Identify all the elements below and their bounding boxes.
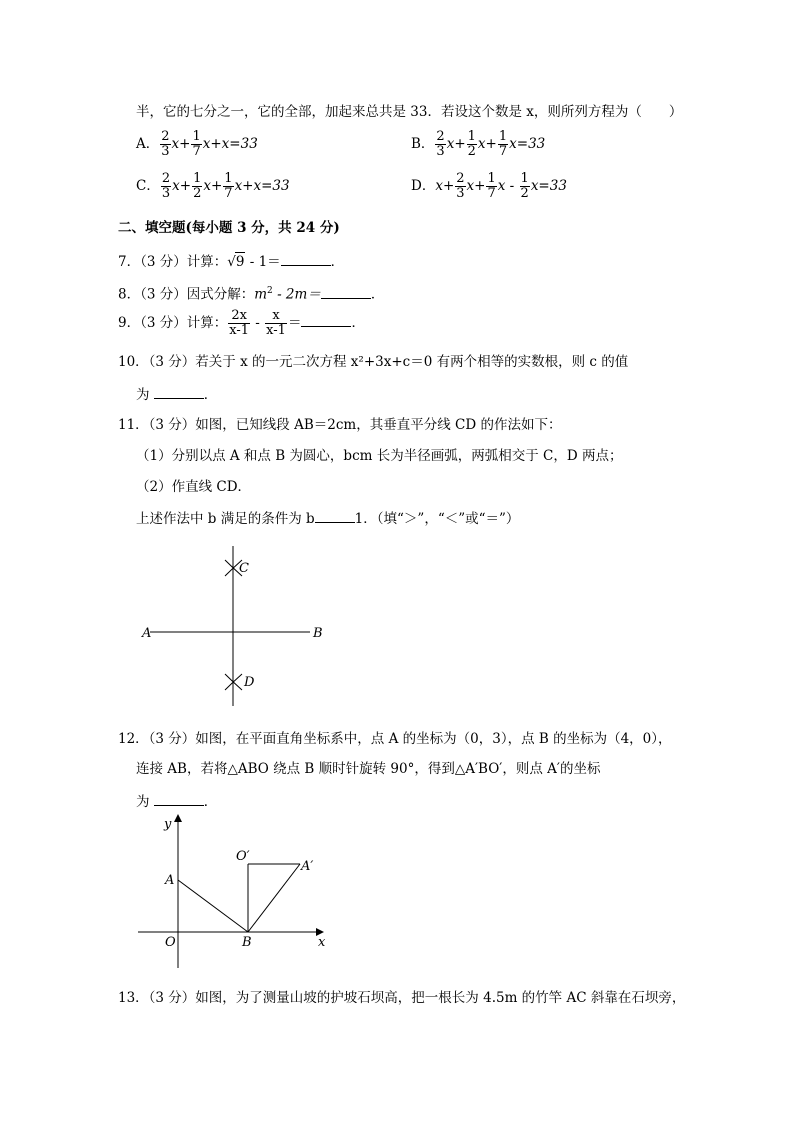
label-x: x bbox=[318, 935, 326, 950]
segment-ab bbox=[178, 880, 248, 932]
q12-answer-blank[interactable] bbox=[154, 791, 204, 806]
section-heading: 二、填空题(每小题 3 分，共 24 分) bbox=[118, 220, 340, 236]
question-7: 7．（3 分）计算：√9 - 1＝ ． bbox=[118, 251, 344, 271]
q6-option-b: B． $\frac{2}{3}$ x+ $\frac{1}{2}$ x+ $\frac{1}{7}$ x=33 bbox=[411, 129, 546, 159]
label-a: A bbox=[142, 626, 152, 641]
label-a: A bbox=[165, 873, 175, 888]
question-11-condition: 上述作法中 b 满足的条件为 b 1．（填“＞”，“＜”或“＝”） bbox=[136, 508, 519, 528]
label-o-prime: O′ bbox=[236, 849, 250, 864]
q9-answer-blank[interactable] bbox=[301, 312, 351, 327]
question-12-line3: 为 ． bbox=[136, 791, 217, 811]
coordinate-figure bbox=[130, 812, 340, 977]
q8-answer-blank[interactable] bbox=[321, 284, 371, 299]
label-c: C bbox=[239, 561, 249, 576]
question-8: 8．（3 分）因式分解：$m^2 - 2m=$ ． bbox=[118, 282, 384, 304]
label-b: B bbox=[242, 935, 252, 950]
question-10-line2: 为 ． bbox=[136, 384, 217, 404]
q6-stem: 半，它的七分之一，它的全部，加起来总共是 33．若设这个数是 x，则所列方程为（ ） bbox=[136, 104, 683, 120]
q6-option-d: D．x+ $\frac{2}{3}$ x+ $\frac{1}{7}$ x - $\frac{1}{2}$ x=33 bbox=[411, 171, 567, 201]
label-a-prime: A′ bbox=[301, 859, 314, 874]
question-13-line1: 13．（3 分）如图，为了测量山坡的护坡石坝高，把一根长为 4.5m 的竹竿 AC 斜靠在石坝旁， bbox=[118, 990, 686, 1006]
question-10-line1: 10．（3 分）若关于 x 的一元二次方程 x²+3x+c＝0 有两个相等的实数根，则 c 的值 bbox=[118, 354, 629, 370]
q6-option-c: C． $\frac{2}{3}$ x+ $\frac{1}{2}$ x+ $\frac{1}{7}$ x+x=33 bbox=[136, 171, 290, 201]
perpendicular-bisector-figure bbox=[130, 540, 340, 710]
label-y: y bbox=[164, 817, 172, 832]
question-12-line2: 连接 AB，若将△ABO 绕点 B 顺时针旋转 90°，得到△A′BO′，则点 A′的坐标 bbox=[136, 761, 601, 777]
label-b: B bbox=[313, 626, 323, 641]
question-12-line1: 12．（3 分）如图，在平面直角坐标系中，点 A 的坐标为（0，3），点 B 的坐标为（4，0）， bbox=[118, 731, 672, 747]
question-11-line1: 11．（3 分）如图，已知线段 AB＝2cm，其垂直平分线 CD 的作法如下： bbox=[118, 417, 562, 433]
q11-answer-blank[interactable] bbox=[315, 508, 355, 523]
q7-answer-blank[interactable] bbox=[281, 251, 331, 266]
question-9: 9．（3 分）计算： $\frac{2x}{x-1}$ - $\frac{x}{x-1}$ ＝ ． bbox=[118, 308, 365, 338]
q6-option-a: A． $\frac{2}{3}$ x+ $\frac{1}{7}$ x+x=33 bbox=[136, 129, 258, 159]
label-o: O bbox=[165, 935, 176, 950]
segment-b-a-prime bbox=[248, 864, 300, 932]
question-11-step2: （2）作直线 CD． bbox=[136, 479, 252, 495]
question-11-step1: （1）分别以点 A 和点 B 为圆心，bcm 长为半径画弧，两弧相交于 C，D 两点； bbox=[136, 448, 623, 464]
label-d: D bbox=[244, 675, 255, 690]
q10-answer-blank[interactable] bbox=[154, 384, 204, 399]
